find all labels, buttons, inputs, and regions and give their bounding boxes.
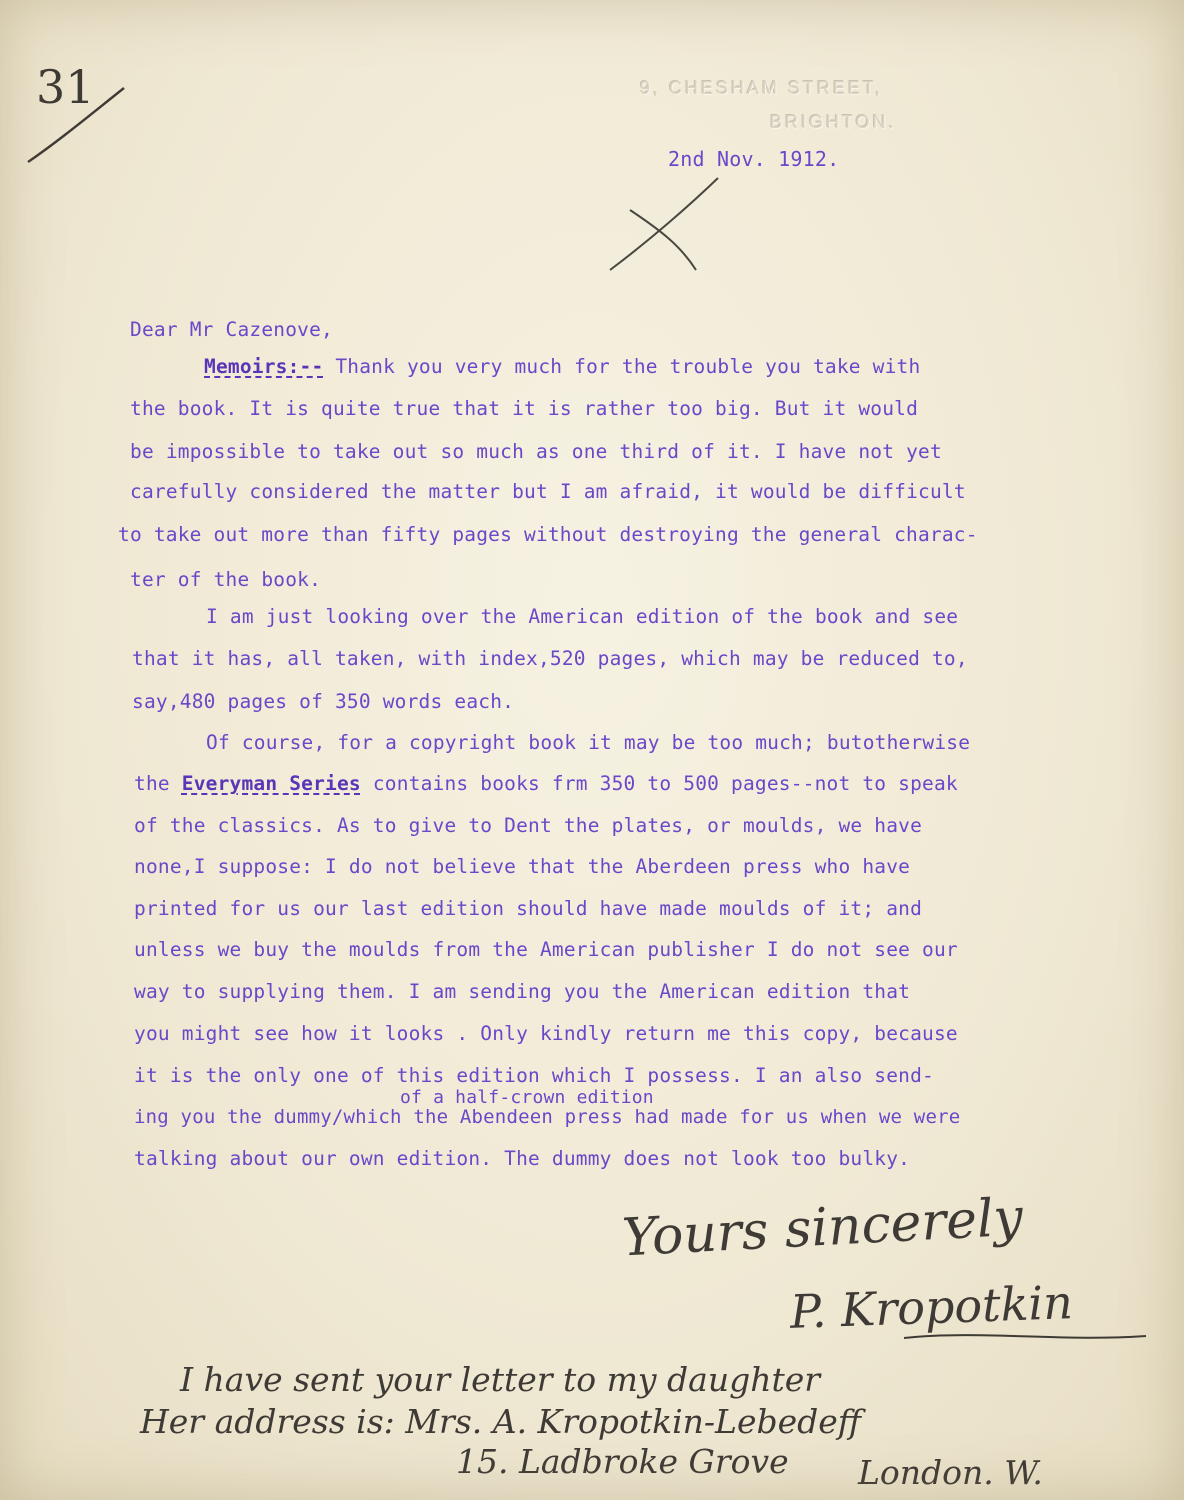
pencil-cross-mark bbox=[600, 170, 730, 290]
letter-date: 2nd Nov. 1912. bbox=[668, 147, 840, 171]
letterhead-street: 9, CHESHAM STREET, bbox=[640, 78, 884, 98]
body-line: be impossible to take out so much as one third of it. I have not yet bbox=[130, 440, 942, 463]
body-line: to take out more than fifty pages without destroying the general charac- bbox=[118, 523, 978, 546]
signature-underline bbox=[900, 1320, 1150, 1350]
body-line: ter of the book. bbox=[130, 568, 322, 591]
postscript-line: Her address is: Mrs. A. Kropotkin-Lebedeff bbox=[140, 1402, 862, 1441]
body-line: way to supplying them. I am sending you the American edition that bbox=[134, 980, 911, 1003]
archive-slash-mark bbox=[20, 80, 130, 170]
body-line: I am just looking over the American edition of the book and see bbox=[206, 605, 959, 628]
closing-handwritten: Yours sincerely bbox=[620, 1187, 1025, 1269]
body-line: Of course, for a copyright book it may be too much; butotherwise bbox=[206, 731, 971, 754]
body-line: it is the only one of this edition which I possess. I an also send- bbox=[134, 1064, 934, 1087]
body-line: that it has, all taken, with index,520 pages, which may be reduced to, bbox=[132, 647, 968, 670]
postscript-line: I have sent your letter to my daughter bbox=[180, 1360, 821, 1399]
signature-handwritten: P. Kropotkin bbox=[789, 1275, 1074, 1339]
interlinear-insertion: of a half-crown edition bbox=[400, 1087, 654, 1108]
body-line: say,480 pages of 350 words each. bbox=[132, 690, 515, 713]
body-line: unless we buy the moulds from the American publisher I do not see our bbox=[134, 938, 958, 961]
salutation: Dear Mr Cazenove, bbox=[130, 318, 333, 341]
body-line: the book. It is quite true that it is rather too big. But it would bbox=[130, 397, 919, 420]
body-line: ing you the dummy/which the Abendeen press had made for us when we were bbox=[134, 1106, 961, 1128]
archive-mark: 31 bbox=[36, 60, 95, 114]
body-line: you might see how it looks . Only kindly return me this copy, because bbox=[134, 1022, 958, 1045]
body-line: none,I suppose: I do not believe that the Aberdeen press who have bbox=[134, 855, 911, 878]
body-line: carefully considered the matter but I am afraid, it would be difficult bbox=[130, 480, 966, 503]
postscript-line: London. W. bbox=[858, 1453, 1043, 1492]
body-line: printed for us our last edition should have made moulds of it; and bbox=[134, 897, 923, 920]
body-line: of the classics. As to give to Dent the plates, or moulds, we have bbox=[134, 814, 923, 837]
body-line: Memoirs:-- Thank you very much for the trouble you take with bbox=[204, 355, 921, 378]
letterhead-town: BRIGHTON. bbox=[770, 112, 897, 132]
body-line: talking about our own edition. The dummy does not look too bulky. bbox=[134, 1147, 911, 1170]
body-line: the Everyman Series contains books frm 350 to 500 pages--not to speak bbox=[134, 772, 958, 795]
postscript-line: 15. Ladbroke Grove bbox=[456, 1442, 789, 1481]
